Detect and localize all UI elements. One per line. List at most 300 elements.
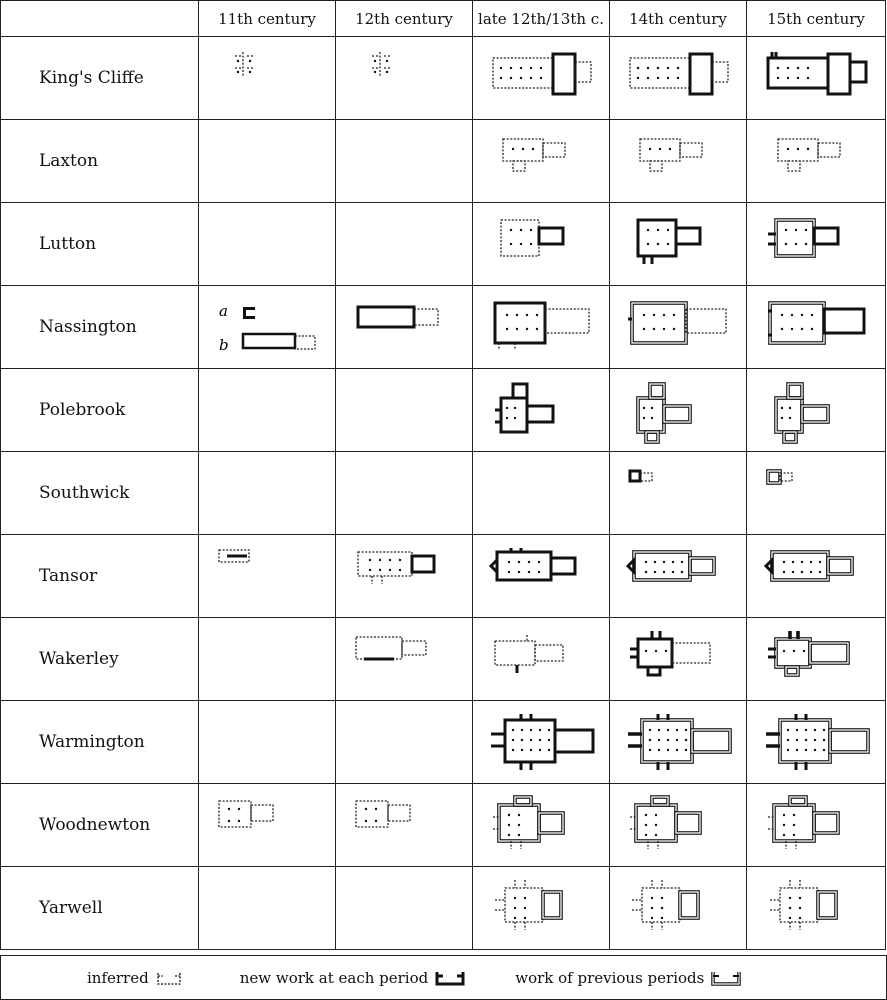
pier-dot — [677, 77, 679, 79]
wall-segment — [766, 560, 772, 572]
pier-dot — [787, 749, 789, 751]
plan-cell — [747, 452, 886, 535]
wall-outline — [515, 797, 531, 805]
plan-cell — [336, 535, 473, 618]
row-polebrook — [1, 369, 886, 452]
wall-outline — [543, 892, 561, 918]
pier-dot — [795, 243, 797, 245]
plan-cell — [336, 37, 473, 120]
pier-dot — [810, 561, 812, 563]
pier-dot — [791, 328, 793, 330]
pier-dot — [374, 71, 376, 73]
nas4-plan — [626, 297, 730, 357]
pier-dot — [524, 897, 526, 899]
wall-outline — [776, 220, 814, 256]
wall-outline — [513, 161, 525, 171]
pier-dot — [797, 148, 799, 150]
wall-outline — [648, 667, 660, 675]
pier-dot — [643, 417, 645, 419]
legend-inferred-label: inferred — [87, 968, 149, 987]
plan-cell — [747, 535, 886, 618]
pier-dot — [658, 739, 660, 741]
wall-outline — [802, 406, 828, 422]
wall-outline — [814, 228, 838, 244]
wall-outline — [630, 58, 690, 88]
wall-outline — [539, 228, 563, 244]
wall-segment — [491, 734, 505, 746]
wall-outline — [251, 805, 273, 821]
pier-dot — [685, 739, 687, 741]
pier-dot — [663, 314, 665, 316]
pier-dot — [801, 314, 803, 316]
pol4-plan — [626, 380, 730, 440]
wall-outline — [830, 730, 868, 752]
plan-cell — [747, 701, 886, 784]
wak3-plan — [489, 629, 593, 689]
pier-dot — [645, 571, 647, 573]
row-name: Nassington — [1, 286, 199, 369]
pier-dot — [379, 559, 381, 561]
pier-dot — [651, 897, 653, 899]
pier-dot — [228, 820, 230, 822]
plan-cell — [610, 369, 747, 452]
legend-previous — [515, 969, 741, 987]
plan-cell — [336, 452, 473, 535]
plan-cell — [199, 37, 336, 120]
pier-dot — [399, 569, 401, 571]
pier-dot — [530, 77, 532, 79]
pier-dot — [676, 739, 678, 741]
pier-dot — [518, 824, 520, 826]
wall-outline — [356, 801, 388, 827]
wall-outline — [358, 552, 412, 576]
pier-dot — [655, 814, 657, 816]
plan-b-chancel — [295, 336, 315, 349]
pier-dot — [386, 60, 388, 62]
wall-outline — [776, 639, 810, 667]
plan-cell — [610, 867, 747, 950]
pier-dot — [653, 328, 655, 330]
pier-dot — [379, 569, 381, 571]
wak4-plan — [626, 629, 730, 689]
plan-cell — [336, 701, 473, 784]
wak5-plan — [764, 629, 868, 689]
plan-cell — [199, 784, 336, 867]
pier-dot — [777, 67, 779, 69]
plan-a-mark — [243, 307, 255, 319]
pier-dot — [510, 229, 512, 231]
pier-dot — [807, 148, 809, 150]
wall-outline — [501, 220, 539, 256]
header-12th-century: 12th century — [336, 1, 473, 37]
war4-plan — [764, 712, 868, 772]
pier-dot — [787, 67, 789, 69]
wall-outline — [356, 637, 402, 659]
nas5-plan — [764, 297, 868, 357]
wall-outline — [412, 556, 434, 572]
pier-dot — [645, 824, 647, 826]
pier-dot — [512, 148, 514, 150]
plan-cell — [473, 37, 610, 120]
pier-dot — [777, 77, 779, 79]
plan-cell — [336, 867, 473, 950]
plan-cell — [199, 452, 336, 535]
wall-outline — [219, 801, 251, 827]
pier-dot — [389, 569, 391, 571]
pier-dot — [228, 808, 230, 810]
pier-dot — [685, 749, 687, 751]
pier-dot — [667, 67, 669, 69]
pier-dot — [805, 243, 807, 245]
lut3-plan — [489, 214, 593, 274]
wall-outline — [776, 398, 802, 432]
nassington-11th-plan — [217, 299, 317, 355]
row-wakerley — [1, 618, 886, 701]
pier-dot — [516, 328, 518, 330]
pier-dot — [783, 814, 785, 816]
plan-cell — [747, 203, 886, 286]
pier-dot — [365, 808, 367, 810]
pier-dot — [653, 314, 655, 316]
plan-cell — [199, 867, 336, 950]
pier-dot — [801, 328, 803, 330]
lut4-plan — [626, 214, 730, 274]
pier-dot — [510, 67, 512, 69]
wall-outline — [784, 432, 796, 442]
wall-outline — [551, 558, 575, 574]
pier-dot — [647, 229, 649, 231]
pier-dot — [510, 77, 512, 79]
wall-outline — [768, 471, 780, 483]
wall-outline — [828, 54, 850, 94]
pier-dot — [647, 67, 649, 69]
pier-dot — [811, 314, 813, 316]
pier-dot — [814, 739, 816, 741]
wall-outline — [828, 558, 852, 574]
pier-dot — [528, 571, 530, 573]
plan-cell — [336, 784, 473, 867]
pier-dot — [548, 729, 550, 731]
pier-dot — [810, 571, 812, 573]
pier-dot — [540, 77, 542, 79]
pier-dot — [669, 148, 671, 150]
pier-dot — [365, 820, 367, 822]
wall-segment — [632, 900, 642, 910]
wall-outline — [543, 143, 565, 157]
pier-dot — [783, 650, 785, 652]
pier-dot — [539, 749, 541, 751]
header-late-12th-13th: late 12th/13th c. — [473, 1, 610, 37]
pier-dot — [651, 907, 653, 909]
wall-outline — [788, 384, 802, 398]
pier-dot — [512, 739, 514, 741]
wall-segment — [628, 560, 634, 572]
wall-outline — [495, 303, 545, 343]
pier-dot — [789, 897, 791, 899]
pier-dot — [506, 328, 508, 330]
pier-dot — [649, 749, 651, 751]
plan-cell — [473, 784, 610, 867]
pier-dot — [536, 314, 538, 316]
pier-dot — [375, 808, 377, 810]
pier-dot — [645, 814, 647, 816]
pier-dot — [673, 328, 675, 330]
plan-cell — [473, 618, 610, 701]
pier-dot — [661, 917, 663, 919]
pier-dot — [681, 561, 683, 563]
pier-dot — [249, 71, 251, 73]
nassington-label-a: a — [219, 302, 228, 320]
pier-dot — [681, 571, 683, 573]
plan-cell — [610, 120, 747, 203]
pier-dot — [807, 67, 809, 69]
header-11th-century: 11th century — [199, 1, 336, 37]
row-yarwell — [1, 867, 886, 950]
wall-outline — [575, 62, 591, 82]
wall-outline — [810, 643, 848, 663]
wood1-plan — [215, 795, 319, 855]
wall-outline — [650, 161, 662, 171]
pier-dot — [649, 729, 651, 731]
wall-outline — [818, 892, 836, 918]
pier-dot — [797, 67, 799, 69]
pier-dot — [665, 650, 667, 652]
pier-dot — [803, 650, 805, 652]
wall-outline — [527, 406, 553, 422]
wall-outline — [818, 143, 840, 157]
pier-dot — [516, 314, 518, 316]
plan-cell — [199, 701, 336, 784]
wall-segment — [628, 734, 642, 746]
pier-dot — [506, 417, 508, 419]
nassington-label-b: b — [219, 336, 229, 354]
tan2-plan — [352, 546, 456, 606]
pier-dot — [514, 897, 516, 899]
row-name: Woodnewton — [1, 784, 199, 867]
pier-dot — [655, 650, 657, 652]
wall-outline — [686, 309, 726, 333]
pier-dot — [521, 749, 523, 751]
row-name: Lutton — [1, 203, 199, 286]
plan-cell — [473, 701, 610, 784]
row-warmington — [1, 701, 886, 784]
nas3-plan — [489, 297, 593, 357]
wall-outline — [850, 62, 866, 82]
wall-segment — [766, 734, 780, 746]
kc1-plan — [352, 48, 456, 108]
pier-dot — [657, 67, 659, 69]
legend-new-work-label: new work at each period — [239, 968, 429, 987]
pier-dot — [667, 729, 669, 731]
row-name: Southwick — [1, 452, 199, 535]
pier-dot — [781, 407, 783, 409]
row-lutton — [1, 203, 886, 286]
wall-outline — [768, 58, 828, 88]
pier-dot — [645, 561, 647, 563]
pol3-plan — [489, 380, 593, 440]
pier-dot — [823, 749, 825, 751]
wall-segment — [372, 576, 382, 584]
pier-dot — [654, 571, 656, 573]
pier-dot — [237, 60, 239, 62]
nas2-plan — [352, 297, 456, 357]
wall-outline — [505, 888, 543, 922]
plan-cell — [747, 369, 886, 452]
pier-dot — [237, 71, 239, 73]
wall-outline — [690, 54, 712, 94]
plan-cell — [610, 203, 747, 286]
plan-cell — [336, 618, 473, 701]
pier-dot — [645, 834, 647, 836]
tan4-plan — [764, 546, 868, 606]
pier-dot — [538, 561, 540, 563]
plan-cell — [610, 452, 747, 535]
wall-outline — [814, 813, 838, 833]
pier-dot — [793, 834, 795, 836]
pier-dot — [506, 407, 508, 409]
plan-cell — [610, 286, 747, 369]
row-name: King's Cliffe — [1, 37, 199, 120]
pier-dot — [667, 739, 669, 741]
wak2-plan — [352, 629, 456, 689]
pier-dot — [783, 834, 785, 836]
pol4-plan — [764, 380, 868, 440]
pier-dot — [520, 229, 522, 231]
row-name: Wakerley — [1, 618, 199, 701]
sw5-plan — [764, 463, 868, 523]
wall-outline — [539, 813, 563, 833]
legend-new-work-swatch — [435, 970, 465, 986]
pier-dot — [643, 328, 645, 330]
lax-plan — [489, 131, 593, 191]
pier-dot — [663, 328, 665, 330]
pier-dot — [521, 729, 523, 731]
pier-dot — [793, 650, 795, 652]
pier-dot — [514, 417, 516, 419]
row-nassington — [1, 286, 886, 369]
plan-cell — [747, 120, 886, 203]
pier-dot — [657, 243, 659, 245]
pier-dot — [787, 77, 789, 79]
plan-cell — [336, 203, 473, 286]
wall-outline — [680, 143, 702, 157]
pier-dot — [819, 571, 821, 573]
wall-outline — [676, 813, 700, 833]
plan-cell — [473, 120, 610, 203]
pier-dot — [658, 749, 660, 751]
pier-dot — [500, 77, 502, 79]
pier-dot — [643, 314, 645, 316]
pier-dot — [676, 729, 678, 731]
wall-outline — [652, 797, 668, 805]
legend-previous-label: work of previous periods — [515, 968, 705, 987]
legend-previous-swatch — [711, 970, 741, 986]
wall-outline — [680, 892, 698, 918]
wood3-plan — [626, 795, 730, 855]
pier-dot — [538, 571, 540, 573]
plan-cell — [747, 37, 886, 120]
pier-dot — [548, 749, 550, 751]
plan-cell — [473, 286, 610, 369]
row-name: Tansor — [1, 535, 199, 618]
pier-dot — [659, 148, 661, 150]
pier-dot — [530, 243, 532, 245]
pier-dot — [526, 328, 528, 330]
pier-dot — [789, 917, 791, 919]
pier-dot — [801, 561, 803, 563]
wall-outline — [388, 805, 410, 821]
pier-dot — [789, 417, 791, 419]
wall-outline — [638, 220, 676, 256]
plan-cell — [747, 784, 886, 867]
pier-dot — [655, 824, 657, 826]
row-woodnewton — [1, 784, 886, 867]
header-14th-century: 14th century — [610, 1, 747, 37]
pier-dot — [518, 571, 520, 573]
wall-outline — [497, 552, 551, 580]
pier-dot — [805, 749, 807, 751]
plan-cell — [336, 369, 473, 452]
pier-dot — [520, 67, 522, 69]
pier-dot — [530, 739, 532, 741]
wall-outline — [676, 228, 700, 244]
header-empty — [1, 1, 199, 37]
pier-dot — [787, 729, 789, 731]
pier-dot — [655, 834, 657, 836]
pier-dot — [796, 749, 798, 751]
pier-dot — [807, 77, 809, 79]
pier-dot — [528, 561, 530, 563]
pier-dot — [685, 729, 687, 731]
pier-dot — [645, 650, 647, 652]
yar-plan — [764, 878, 868, 938]
pier-dot — [512, 729, 514, 731]
tan1-plan — [215, 546, 319, 606]
pier-dot — [369, 569, 371, 571]
pier-dot — [389, 559, 391, 561]
plan-cell — [473, 535, 610, 618]
pier-dot — [649, 148, 651, 150]
pier-dot — [805, 729, 807, 731]
lax-plan — [626, 131, 730, 191]
pier-dot — [673, 314, 675, 316]
pier-dot — [819, 561, 821, 563]
pier-dot — [789, 907, 791, 909]
wall-outline — [501, 398, 527, 432]
plan-cell — [610, 784, 747, 867]
kc3-plan — [489, 48, 593, 108]
plan-cell — [473, 203, 610, 286]
wall-outline — [513, 384, 527, 398]
kc1-plan — [215, 48, 319, 108]
pier-dot — [510, 243, 512, 245]
pier-dot — [386, 71, 388, 73]
pier-dot — [781, 314, 783, 316]
lut5-plan — [764, 214, 868, 274]
pier-dot — [785, 229, 787, 231]
plan-cell — [610, 618, 747, 701]
legend-inferred-swatch — [156, 970, 182, 986]
pier-dot — [514, 407, 516, 409]
pier-dot — [508, 824, 510, 826]
row-kings-cliffe — [1, 37, 886, 120]
wall-outline — [664, 406, 690, 422]
wall-segment — [630, 471, 640, 481]
pier-dot — [647, 243, 649, 245]
tan3-plan — [489, 546, 593, 606]
wall-outline — [646, 432, 658, 442]
pier-dot — [521, 739, 523, 741]
